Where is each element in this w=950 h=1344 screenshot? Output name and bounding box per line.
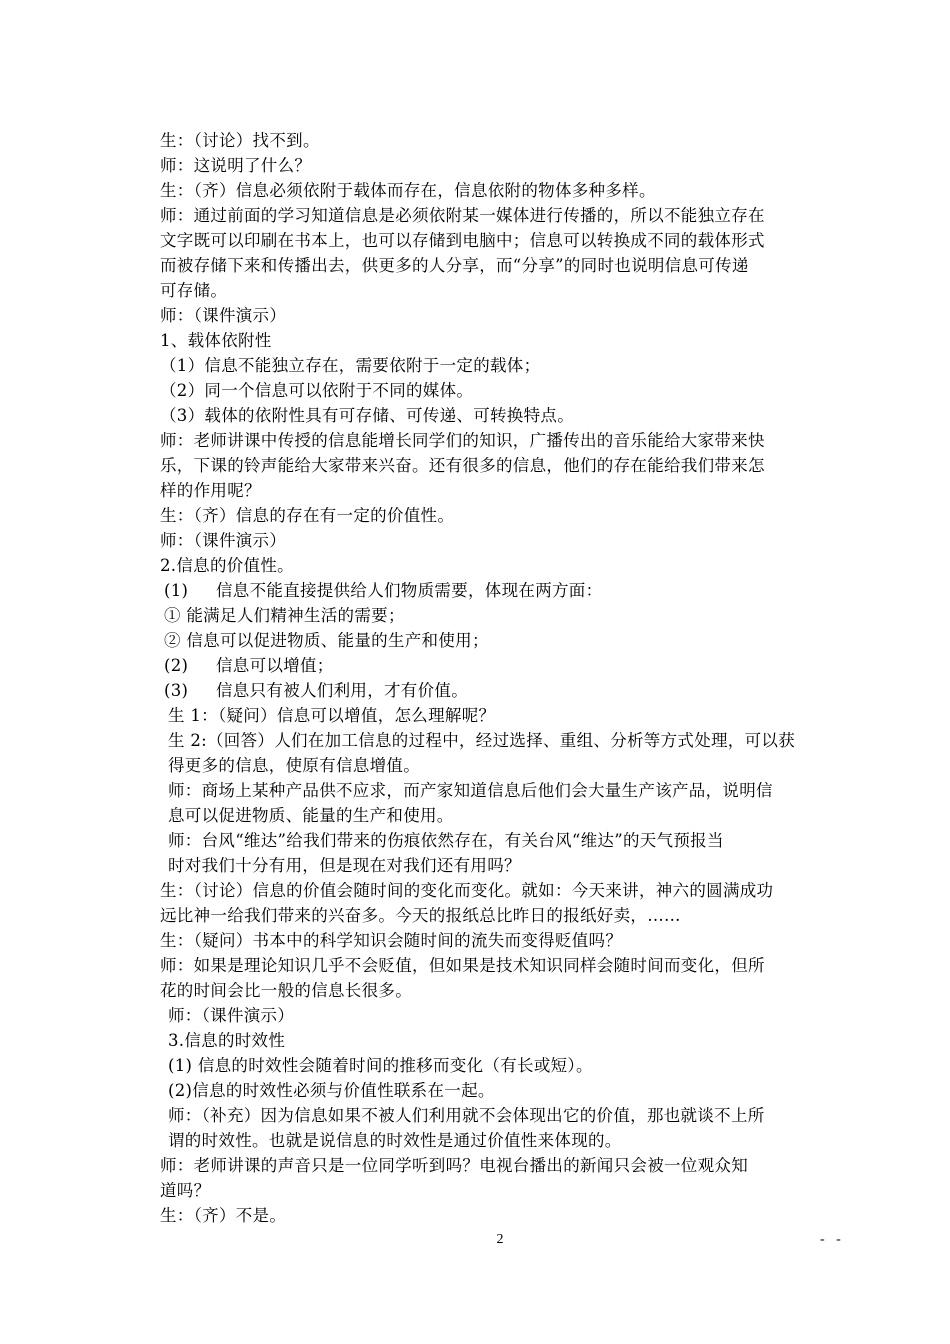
list-text: 信息可以增值； <box>216 656 334 675</box>
text-line: 生 1：（疑问）信息可以增值，怎么理解呢？ <box>168 706 496 725</box>
text-line: 乐，下课的铃声能给大家带来兴奋。还有很多的信息，他们的存在能给我们带来怎 <box>160 456 765 475</box>
text-line: 师：（补充）因为信息如果不被人们利用就不会体现出它的价值，那也就谈不上所 <box>168 1106 765 1125</box>
list-item: （1）信息不能独立存在，需要依附于一定的载体； <box>160 356 541 375</box>
text-line: 师：如果是理论知识几乎不会贬值，但如果是技术知识同样会随时间而变化，但所 <box>160 956 765 975</box>
list-item: ① 能满足人们精神生活的需要； <box>164 606 405 625</box>
text-line: 师：通过前面的学习知道信息是必须依附某一媒体进行传播的，所以不能独立存在 <box>160 206 765 225</box>
text-line: 师：老师讲课的声音只是一位同学听到吗？电视台播出的新闻只会被一位观众知 <box>160 1156 748 1175</box>
list-item: （3）载体的依附性具有可存储、可传递、可转换特点。 <box>160 406 574 425</box>
text-line: 师：商场上某种产品供不应求，而产家知道信息后他们会大量生产该产品，说明信 <box>168 781 773 800</box>
list-text: 信息只有被人们利用，才有价值。 <box>216 681 468 700</box>
text-line: 谓的时效性。也就是说信息的时效性是通过价值性来体现的。 <box>168 1131 622 1150</box>
text-line: 生：（讨论）找不到。 <box>160 131 320 150</box>
text-line: 生：（齐）信息的存在有一定的价值性。 <box>160 506 455 525</box>
list-item: (2)信息的时效性必须与价值性联系在一起。 <box>168 1081 495 1100</box>
text-line: 得更多的信息，使原有信息增值。 <box>168 756 420 775</box>
page-number: 2 <box>496 1232 504 1247</box>
section-heading: 1、载体依附性 <box>160 331 272 350</box>
section-heading: 2.信息的价值性。 <box>160 556 294 575</box>
text-line: 道吗？ <box>160 1181 211 1200</box>
list-item <box>160 653 850 678</box>
text-line: 师：这说明了什么？ <box>160 156 312 175</box>
text-line: 师：（课件演示） <box>160 306 287 325</box>
list-item: （2）同一个信息可以依附于不同的媒体。 <box>160 381 474 400</box>
text-line: 师：（课件演示） <box>160 531 287 550</box>
section-heading: 3.信息的时效性 <box>168 1031 286 1050</box>
text-line: 可存储。 <box>160 281 228 300</box>
list-text: 信息不能直接提供给人们物质需要，体现在两方面： <box>216 581 603 600</box>
text-line: 师：台风“维达”给我们带来的伤痕依然存在，有关台风“维达”的天气预报当 <box>168 831 724 850</box>
text-line: 样的作用呢？ <box>160 481 261 500</box>
list-item: (1) 信息的时效性会随着时间的推移而变化（有长或短）。 <box>168 1056 593 1075</box>
list-item: ② 信息可以促进物质、能量的生产和使用； <box>164 631 489 650</box>
list-item <box>160 578 850 603</box>
text-line: 师：老师讲课中传授的信息能增长同学们的知识，广播传出的音乐能给大家带来快 <box>160 431 765 450</box>
text-line: 生 2:（回答）人们在加工信息的过程中，经过选择、重组、分析等方式处理，可以获 <box>168 731 796 750</box>
text-line: 时对我们十分有用，但是现在对我们还有用吗？ <box>168 856 521 875</box>
text-line: 生：（讨论）信息的价值会随时间的变化而变化。就如：今天来讲，神六的圆满成功 <box>160 881 774 900</box>
text-line: 文字既可以印刷在书本上，也可以存储到电脑中；信息可以转换成不同的载体形式 <box>160 231 765 250</box>
footer-dash: - - <box>820 1232 845 1247</box>
text-line: 生：（疑问）书本中的科学知识会随时间的流失而变得贬值吗？ <box>160 931 623 950</box>
text-line: 生：（齐）信息必须依附于载体而存在，信息依附的物体多种多样。 <box>160 181 656 200</box>
text-line: 生：（齐）不是。 <box>160 1206 287 1225</box>
list-number: (1) <box>164 581 189 600</box>
text-line: 而被存储下来和传播出去，供更多的人分享，而“分享”的同时也说明信息可传递 <box>160 256 749 275</box>
list-number: (2) <box>164 656 189 675</box>
text-line: 师：（课件演示） <box>168 1006 295 1025</box>
text-line: 花的时间会比一般的信息长很多。 <box>160 981 412 1000</box>
text-line: 息可以促进物质、能量的生产和使用。 <box>168 806 454 825</box>
text-line: 远比神一给我们带来的兴奋多。今天的报纸总比昨日的报纸好卖，…… <box>160 906 681 925</box>
list-item <box>160 678 850 703</box>
list-number: (3) <box>164 681 189 700</box>
document-body <box>160 128 850 1228</box>
